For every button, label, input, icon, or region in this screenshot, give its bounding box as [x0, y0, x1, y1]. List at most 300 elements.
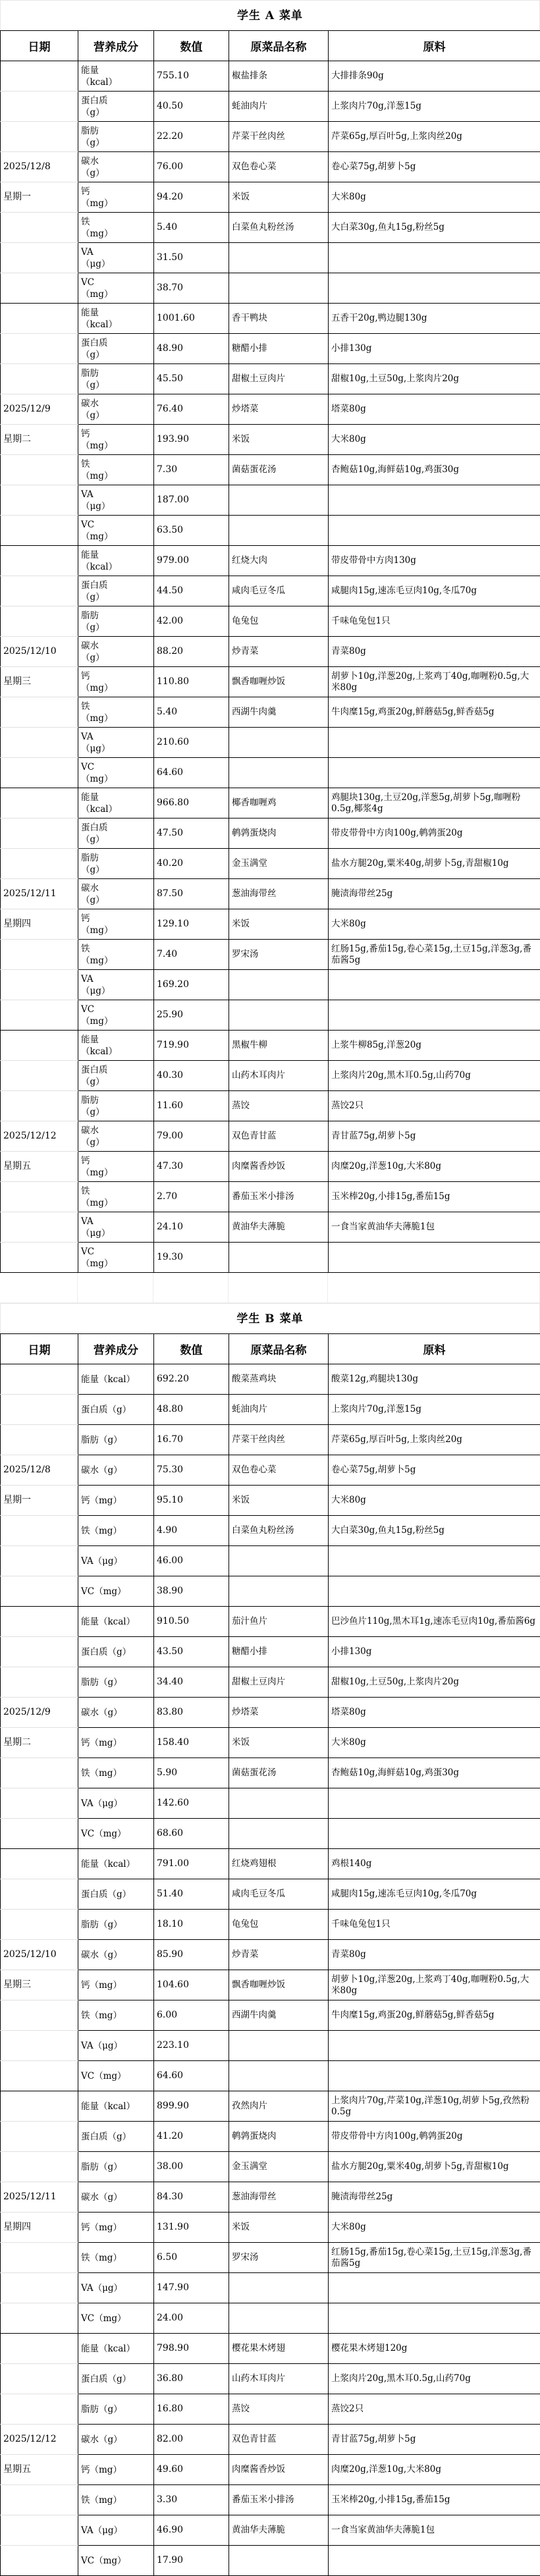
value-cell: 31.50	[154, 243, 229, 273]
nutrient-cell: VA（μg）	[78, 2273, 154, 2303]
ingredients-cell: 大米80g	[329, 182, 540, 213]
spacer-row	[0, 1273, 540, 1303]
dish-name-cell: 甜椒土豆肉片	[229, 364, 329, 394]
ingredients-cell	[329, 273, 540, 304]
nutrient-cell	[78, 606, 154, 637]
nutrient-cell: 能量（kcal）	[78, 1607, 154, 1637]
value-cell: 38.90	[154, 1576, 229, 1607]
dish-name-cell: 罗宋汤	[229, 2243, 329, 2273]
nutrient-cell: VC（mg）	[78, 2546, 154, 2576]
date-cell: 2025/12/11	[1, 879, 78, 909]
date-column-cell	[1, 1516, 78, 1546]
nutrient-cell	[78, 970, 154, 1000]
menu-table	[0, 30, 540, 1273]
table-row	[1, 2243, 540, 2273]
date-column-cell	[1, 2091, 78, 2122]
ingredients-cell	[329, 970, 540, 1000]
nutrient-cell: 脂肪（g）	[78, 2152, 154, 2182]
nutrient-name: 钙	[81, 1155, 153, 1167]
table-row	[1, 1364, 540, 1395]
nutrient-unit: （mg）	[81, 1167, 153, 1179]
date-column-cell	[1, 2000, 78, 2031]
empty-cell	[229, 1273, 328, 1303]
date-cell: 2025/12/11	[1, 2182, 78, 2213]
table-row	[1, 728, 540, 758]
nutrient-cell: VC（mg）	[78, 1576, 154, 1607]
date-column-cell	[1, 2546, 78, 2576]
date-column-cell	[1, 1849, 78, 1879]
header-row	[1, 31, 540, 61]
table-row	[1, 1455, 540, 1486]
date-column-cell	[1, 576, 78, 606]
ingredients-cell: 甜椒10g,土豆50g,上浆肉片20g	[329, 364, 540, 394]
dish-name-cell: 炒青菜	[229, 637, 329, 667]
table-row	[1, 122, 540, 152]
dish-name-cell	[229, 2061, 329, 2091]
nutrient-unit: （g）	[81, 894, 153, 906]
table-row	[1, 2182, 540, 2213]
dish-name-cell: 红烧大肉	[229, 546, 329, 576]
header-date: 日期	[1, 1334, 78, 1364]
header-row	[1, 1334, 540, 1364]
dish-name-cell	[229, 2031, 329, 2061]
table-row	[1, 1121, 540, 1152]
value-cell: 19.30	[154, 1243, 229, 1273]
nutrient-cell: 钙（mg）	[78, 2455, 154, 2485]
date-column-cell	[1, 546, 78, 576]
dish-name-cell: 茄汁鱼片	[229, 1607, 329, 1637]
date-column-cell	[1, 1182, 78, 1212]
nutrient-cell: 铁（mg）	[78, 1516, 154, 1546]
dish-name-cell	[229, 758, 329, 788]
table-row	[1, 1486, 540, 1516]
value-cell: 16.80	[154, 2394, 229, 2425]
nutrient-cell	[78, 182, 154, 213]
header-ingredients: 原料	[329, 31, 540, 61]
value-cell: 46.90	[154, 2515, 229, 2546]
dish-name-cell: 鹌鹑蛋烧肉	[229, 818, 329, 849]
dish-name-cell: 罗宋汤	[229, 940, 329, 970]
nutrient-unit: （mg）	[81, 955, 153, 967]
value-cell: 38.70	[154, 273, 229, 304]
nutrient-cell: 铁（mg）	[78, 1758, 154, 1788]
weekday-cell: 星期四	[1, 909, 78, 940]
nutrient-cell: VA（μg）	[78, 2515, 154, 2546]
nutrient-name: 铁	[81, 1185, 153, 1197]
nutrient-name: 脂肪	[81, 367, 153, 379]
dish-name-cell: 酸菜蒸鸡块	[229, 1364, 329, 1395]
value-cell: 17.90	[154, 2546, 229, 2576]
table-row	[1, 1516, 540, 1546]
table-row	[1, 2031, 540, 2061]
nutrient-cell: 钙（mg）	[78, 1728, 154, 1758]
nutrient-unit: （g）	[81, 137, 153, 149]
dish-name-cell: 西湖牛肉羹	[229, 697, 329, 728]
table-row	[1, 2000, 540, 2031]
nutrient-unit: （g）	[81, 1106, 153, 1118]
value-cell: 129.10	[154, 909, 229, 940]
date-column-cell	[1, 940, 78, 970]
nutrient-cell	[78, 1061, 154, 1091]
table-row	[1, 2122, 540, 2152]
value-cell: 7.30	[154, 455, 229, 485]
table-row	[1, 1849, 540, 1879]
date-cell: 2025/12/8	[1, 1455, 78, 1486]
date-column-cell	[1, 304, 78, 334]
nutrient-cell	[78, 516, 154, 546]
weekday-cell: 星期五	[1, 2455, 78, 2485]
value-cell: 979.00	[154, 546, 229, 576]
date-column-cell	[1, 728, 78, 758]
table-row	[1, 2213, 540, 2243]
nutrient-cell: 蛋白质（g）	[78, 1637, 154, 1667]
ingredients-cell: 千味龟兔包1只	[329, 1910, 540, 1940]
value-cell: 5.40	[154, 697, 229, 728]
date-cell: 2025/12/8	[1, 152, 78, 182]
date-column-cell	[1, 1546, 78, 1576]
value-cell: 68.60	[154, 1819, 229, 1849]
nutrient-name: 碳水	[81, 640, 153, 652]
date-column-cell	[1, 2061, 78, 2091]
nutrient-cell: 脂肪（g）	[78, 1425, 154, 1455]
nutrient-cell	[78, 1031, 154, 1061]
dish-name-cell: 糖醋小排	[229, 1637, 329, 1667]
nutrient-cell	[78, 394, 154, 425]
nutrient-unit: （mg）	[81, 712, 153, 724]
nutrient-unit: （μg）	[81, 1227, 153, 1239]
header-nutrient: 营养成分	[78, 31, 154, 61]
nutrient-name: 能量	[81, 792, 153, 803]
value-cell: 46.00	[154, 1546, 229, 1576]
dish-name-cell: 米饭	[229, 2213, 329, 2243]
weekday-cell: 星期一	[1, 182, 78, 213]
table-row	[1, 2364, 540, 2394]
date-column-cell	[1, 849, 78, 879]
nutrient-cell: 脂肪（g）	[78, 1667, 154, 1698]
value-cell: 22.20	[154, 122, 229, 152]
table-row	[1, 818, 540, 849]
nutrient-name: 铁	[81, 216, 153, 228]
nutrient-unit: （mg）	[81, 228, 153, 240]
nutrient-cell	[78, 485, 154, 516]
nutrient-cell: 铁（mg）	[78, 2485, 154, 2515]
nutrient-cell	[78, 1091, 154, 1121]
table-row	[1, 2394, 540, 2425]
value-cell: 719.90	[154, 1031, 229, 1061]
table-row	[1, 1940, 540, 1970]
date-column-cell	[1, 2122, 78, 2152]
nutrient-name: 蛋白质	[81, 822, 153, 834]
ingredients-cell: 腌渍海带丝25g	[329, 2182, 540, 2213]
nutrient-unit: （μg）	[81, 258, 153, 270]
value-cell: 5.90	[154, 1758, 229, 1788]
date-column-cell	[1, 1819, 78, 1849]
table-row	[1, 1425, 540, 1455]
ingredients-cell	[329, 758, 540, 788]
dish-name-cell: 蒸饺	[229, 2394, 329, 2425]
value-cell: 798.90	[154, 2334, 229, 2364]
nutrient-unit: （mg）	[81, 1015, 153, 1027]
table-row	[1, 304, 540, 334]
date-column-cell	[1, 2334, 78, 2364]
value-cell: 5.40	[154, 213, 229, 243]
nutrient-unit: （mg）	[81, 288, 153, 300]
nutrient-unit: （mg）	[81, 1197, 153, 1209]
table-row	[1, 2485, 540, 2515]
nutrient-cell: 碳水（g）	[78, 1455, 154, 1486]
header-nutrient: 营养成分	[78, 1334, 154, 1364]
nutrient-name: VC	[81, 761, 153, 773]
nutrient-cell	[78, 697, 154, 728]
nutrient-cell	[78, 243, 154, 273]
value-cell: 692.20	[154, 1364, 229, 1395]
date-column-cell	[1, 2485, 78, 2515]
weekday-cell: 星期一	[1, 1486, 78, 1516]
value-cell: 7.40	[154, 940, 229, 970]
ingredients-cell: 青甘蓝75g,胡萝卜5g	[329, 2425, 540, 2455]
dish-name-cell: 芹菜干丝肉丝	[229, 122, 329, 152]
dish-name-cell	[229, 1576, 329, 1607]
nutrient-unit: （μg）	[81, 743, 153, 755]
value-cell: 966.80	[154, 788, 229, 818]
dish-name-cell: 孜然肉片	[229, 2091, 329, 2122]
table-row	[1, 213, 540, 243]
dish-name-cell: 菌菇蛋花汤	[229, 1758, 329, 1788]
date-column-cell	[1, 1364, 78, 1395]
date-column-cell	[1, 1637, 78, 1667]
table-row	[1, 1000, 540, 1031]
value-cell: 110.80	[154, 667, 229, 697]
ingredients-cell: 上浆肉片70g,洋葱15g	[329, 1395, 540, 1425]
dish-name-cell: 番茄玉米小排汤	[229, 1182, 329, 1212]
ingredients-cell	[329, 243, 540, 273]
ingredients-cell: 带皮带骨中方肉100g,鹌鹑蛋20g	[329, 2122, 540, 2152]
ingredients-cell: 上浆肉片20g,黑木耳0.5g,山药70g	[329, 2364, 540, 2394]
nutrient-name: 铁	[81, 701, 153, 712]
weekday-cell: 星期三	[1, 667, 78, 697]
nutrient-name: VC	[81, 519, 153, 531]
date-column-cell	[1, 2303, 78, 2334]
dish-name-cell	[229, 1000, 329, 1031]
dish-name-cell: 米饭	[229, 425, 329, 455]
date-column-cell	[1, 61, 78, 92]
nutrient-cell: 蛋白质（g）	[78, 2122, 154, 2152]
nutrient-unit: （g）	[81, 834, 153, 845]
weekday-cell: 星期二	[1, 425, 78, 455]
nutrient-cell	[78, 637, 154, 667]
value-cell: 6.00	[154, 2000, 229, 2031]
dish-name-cell: 米饭	[229, 1728, 329, 1758]
dish-name-cell	[229, 516, 329, 546]
dish-name-cell: 红烧鸡翅根	[229, 1849, 329, 1879]
date-column-cell	[1, 455, 78, 485]
nutrient-cell: 铁（mg）	[78, 2243, 154, 2273]
date-column-cell	[1, 1879, 78, 1910]
table-row	[1, 879, 540, 909]
nutrient-cell	[78, 667, 154, 697]
table-row	[1, 697, 540, 728]
ingredients-cell: 带皮带骨中方肉130g	[329, 546, 540, 576]
date-column-cell	[1, 606, 78, 637]
ingredients-cell: 玉米棒20g,小排15g,番茄15g	[329, 1182, 540, 1212]
ingredients-cell: 卷心菜75g,胡萝卜5g	[329, 152, 540, 182]
dish-name-cell	[229, 1788, 329, 1819]
nutrient-name: 碳水	[81, 882, 153, 894]
nutrient-unit: （g）	[81, 107, 153, 119]
date-column-cell	[1, 1425, 78, 1455]
table-row	[1, 1243, 540, 1273]
nutrient-cell	[78, 728, 154, 758]
value-cell: 76.00	[154, 152, 229, 182]
nutrient-name: 能量	[81, 307, 153, 319]
ingredients-cell: 牛肉糜15g,鸡蛋20g,鲜蘑菇5g,鲜香菇5g	[329, 697, 540, 728]
table-row	[1, 2061, 540, 2091]
ingredients-cell	[329, 1788, 540, 1819]
table-row	[1, 455, 540, 485]
ingredients-cell: 小排130g	[329, 1637, 540, 1667]
date-column-cell	[1, 273, 78, 304]
dish-name-cell: 黄油华夫薄脆	[229, 1212, 329, 1243]
table-row	[1, 909, 540, 940]
nutrient-unit: （mg）	[81, 1258, 153, 1270]
header-date: 日期	[1, 31, 78, 61]
nutrient-unit: （g）	[81, 1076, 153, 1088]
dish-name-cell: 椒盐排条	[229, 61, 329, 92]
nutrient-cell: 蛋白质（g）	[78, 2364, 154, 2394]
table-row	[1, 2273, 540, 2303]
nutrient-cell	[78, 576, 154, 606]
nutrient-name: 蛋白质	[81, 579, 153, 591]
dish-name-cell: 金玉满堂	[229, 849, 329, 879]
ingredients-cell: 蒸饺2只	[329, 2394, 540, 2425]
ingredients-cell: 盐水方腿20g,粟米40g,胡萝卜5g,青甜椒10g	[329, 2152, 540, 2182]
nutrient-unit: （mg）	[81, 470, 153, 482]
nutrient-cell	[78, 1121, 154, 1152]
value-cell: 36.80	[154, 2364, 229, 2394]
value-cell: 87.50	[154, 879, 229, 909]
value-cell: 3.30	[154, 2485, 229, 2515]
dish-name-cell	[229, 2273, 329, 2303]
ingredients-cell: 蒸饺2只	[329, 1091, 540, 1121]
nutrient-name: 能量	[81, 549, 153, 561]
dish-name-cell: 鹌鹑蛋烧肉	[229, 2122, 329, 2152]
value-cell: 169.20	[154, 970, 229, 1000]
table-row	[1, 394, 540, 425]
value-cell: 95.10	[154, 1486, 229, 1516]
nutrient-unit: （g）	[81, 652, 153, 664]
nutrient-name: VA	[81, 246, 153, 258]
table-row	[1, 1879, 540, 1910]
value-cell: 40.50	[154, 92, 229, 122]
menu-table	[0, 1333, 540, 2576]
date-cell: 2025/12/9	[1, 1698, 78, 1728]
nutrient-cell	[78, 1000, 154, 1031]
ingredients-cell: 一食当家黄油华夫薄脆1包	[329, 1212, 540, 1243]
nutrient-unit: （μg）	[81, 500, 153, 512]
value-cell: 104.60	[154, 1970, 229, 2000]
date-column-cell	[1, 1243, 78, 1273]
nutrient-name: 能量	[81, 65, 153, 76]
date-column-cell	[1, 1000, 78, 1031]
value-cell: 193.90	[154, 425, 229, 455]
ingredients-cell: 青菜80g	[329, 1940, 540, 1970]
nutrient-name: VC	[81, 1004, 153, 1015]
ingredients-cell: 大白菜30g,鱼丸15g,粉丝5g	[329, 213, 540, 243]
ingredients-cell: 胡萝卜10g,洋葱20g,上浆鸡丁40g,咖喱粉0.5g,大米80g	[329, 1970, 540, 2000]
value-cell: 85.90	[154, 1940, 229, 1970]
nutrient-cell: VA（μg）	[78, 1546, 154, 1576]
date-column-cell	[1, 2243, 78, 2273]
dish-name-cell: 芹菜干丝肉丝	[229, 1425, 329, 1455]
ingredients-cell: 上浆肉片20g,黑木耳0.5g,山药70g	[329, 1061, 540, 1091]
value-cell: 755.10	[154, 61, 229, 92]
ingredients-cell: 芹菜65g,厚百叶5g,上浆肉丝20g	[329, 1425, 540, 1455]
dish-name-cell: 黑椒牛柳	[229, 1031, 329, 1061]
table-row	[1, 970, 540, 1000]
table-row	[1, 1546, 540, 1576]
dish-name-cell: 肉糜酱香炒饭	[229, 2455, 329, 2485]
nutrient-name: 碳水	[81, 1125, 153, 1137]
date-column-cell	[1, 1091, 78, 1121]
ingredients-cell: 一食当家黄油华夫薄脆1包	[329, 2515, 540, 2546]
value-cell: 51.40	[154, 1879, 229, 1910]
date-cell: 2025/12/12	[1, 1121, 78, 1152]
table-row	[1, 2334, 540, 2364]
ingredients-cell: 卷心菜75g,胡萝卜5g	[329, 1455, 540, 1486]
value-cell: 142.60	[154, 1788, 229, 1819]
nutrient-cell: 碳水（g）	[78, 1698, 154, 1728]
ingredients-cell: 小排130g	[329, 334, 540, 364]
dish-name-cell: 双色青甘蓝	[229, 2425, 329, 2455]
value-cell: 83.80	[154, 1698, 229, 1728]
dish-name-cell: 蚝油肉片	[229, 1395, 329, 1425]
nutrient-name: VA	[81, 1216, 153, 1227]
value-cell: 64.60	[154, 758, 229, 788]
dish-name-cell: 香干鸭块	[229, 304, 329, 334]
date-column-cell	[1, 213, 78, 243]
ingredients-cell: 肉糜20g,洋葱10g,大米80g	[329, 2455, 540, 2485]
table-row	[1, 2091, 540, 2122]
dish-name-cell: 蒸饺	[229, 1091, 329, 1121]
empty-cell	[0, 1273, 78, 1303]
nutrient-cell: 蛋白质（g）	[78, 1395, 154, 1425]
nutrient-name: VA	[81, 489, 153, 500]
nutrient-unit: （mg）	[81, 682, 153, 694]
dish-name-cell	[229, 728, 329, 758]
nutrient-cell: 能量（kcal）	[78, 1364, 154, 1395]
nutrient-name: 钙	[81, 186, 153, 198]
nutrient-cell	[78, 879, 154, 909]
ingredients-cell	[329, 2546, 540, 2576]
table-row	[1, 364, 540, 394]
weekday-cell: 星期五	[1, 1152, 78, 1182]
table-row	[1, 334, 540, 364]
nutrient-cell	[78, 92, 154, 122]
ingredients-cell: 樱花果木烤翅120g	[329, 2334, 540, 2364]
date-column-cell	[1, 122, 78, 152]
ingredients-cell: 大白菜30g,鱼丸15g,粉丝5g	[329, 1516, 540, 1546]
date-column-cell	[1, 788, 78, 818]
date-column-cell	[1, 2031, 78, 2061]
dish-name-cell	[229, 1243, 329, 1273]
date-cell: 2025/12/10	[1, 637, 78, 667]
nutrient-unit: （g）	[81, 591, 153, 603]
nutrient-cell	[78, 455, 154, 485]
date-column-cell	[1, 970, 78, 1000]
ingredients-cell: 大米80g	[329, 909, 540, 940]
value-cell: 94.20	[154, 182, 229, 213]
nutrient-unit: （g）	[81, 1137, 153, 1148]
